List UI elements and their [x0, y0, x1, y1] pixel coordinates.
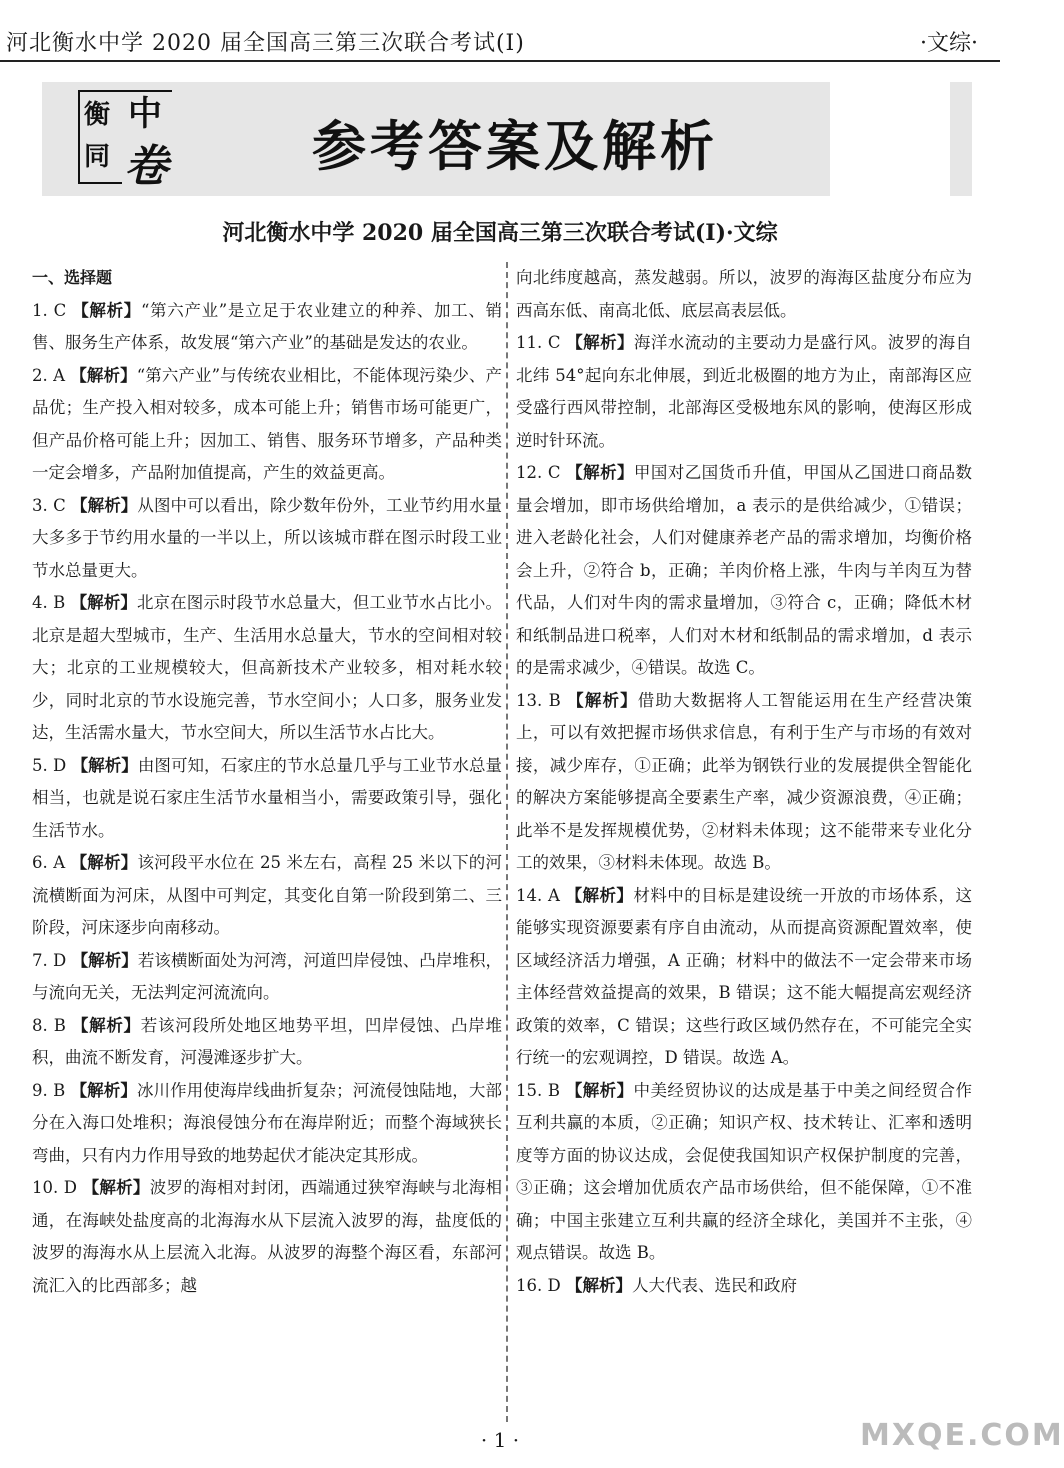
answer-item [516, 880, 972, 1075]
answer-number: 10. D [32, 1178, 78, 1197]
analysis-tag: 【解析】 [70, 365, 137, 385]
answer-number: 15. B [516, 1080, 561, 1100]
left-answer-list [32, 295, 502, 1303]
logo-char-4: 卷 [124, 141, 168, 192]
column-divider [506, 262, 508, 1422]
answer-text: 人大代表、选民和政府 [631, 1275, 797, 1295]
answer-item [516, 457, 972, 685]
analysis-tag: 【解析】 [566, 333, 634, 352]
answer-item [32, 750, 502, 848]
analysis-tag: 【解析】 [71, 495, 138, 515]
answer-item [516, 327, 972, 457]
page-header [0, 0, 1000, 62]
section-heading: 一、选择题 [32, 268, 113, 287]
answer-text: 向北纬度越高，蒸发越弱。所以，波罗的海海区盐度分布应为西高东低、南高北低、底层高表层低。 [516, 268, 972, 320]
right-column [516, 262, 972, 1302]
answer-number: 7. D [32, 950, 67, 970]
answer-item [32, 1172, 502, 1302]
answer-item [32, 1075, 502, 1173]
analysis-tag: 【解析】 [566, 463, 634, 482]
page-number: · 1 · [480, 1428, 520, 1452]
answer-number: 2. A [32, 365, 65, 385]
answer-text: 甲国对乙国货币升值，甲国从乙国进口商品数量会增加，即市场供给增加，a 表示的是供给减少，①错误；进入老龄化社会，人们对健康养老产品的需求增加，均衡价格会上升，②符合 b，正确；羊肉价格上涨，牛肉与羊肉互为替代品，人们对牛肉的需求量增加，③符合 c，正确；降低木材和纸制品进口税率，人们对木材和纸制品的需求增加，d 表示的是需求减少，④错误。故选 C。 [516, 463, 972, 677]
analysis-tag: 【解析】 [565, 1080, 634, 1100]
answer-number: 9. B [32, 1080, 66, 1100]
answer-text: 材料中的目标是建设统一开放的市场体系，这能够实现资源要素有序自由流动，从而提高资源配置效率，使区域经济活力增强，A 正确；材料中的做法不一定会带来市场主体经营效益提高的效果，B 错误；这不能大幅提高宏观经济政策的效率，C 错误；这些行政区域仍然存在，不可能完全实行统一的宏观调控，D 错误。故选 A。 [516, 885, 973, 1067]
answer-number: 1. C [32, 300, 67, 320]
answer-text: 该河段平水位在 25 米左右，高程 25 米以下的河流横断面为河床，从图中可判定，其变化自第一阶段到第二、三阶段，河床逐步向南移动。 [32, 853, 502, 937]
answer-item [32, 360, 502, 490]
answer-text: 若该河段所处地区地势平坦，凹岸侵蚀、凸岸堆积，曲流不断发育，河漫滩逐步扩大。 [32, 1015, 503, 1067]
answer-item [516, 262, 972, 327]
answer-number: 8. B [32, 1015, 66, 1035]
answer-text: 中美经贸协议的达成是基于中美之间经贸合作互利共赢的本质，②正确；知识产权、技术转让、汇率和透明度等方面的协议达成，会促使我国知识产权保护制度的完善，③正确；这会增加优质农产品市场供给，但不能保障，①不准确；中国主张建立互利共赢的经济全球化，美国并不主张，④观点错误。故选 B。 [516, 1080, 973, 1262]
analysis-tag: 【解析】 [82, 1178, 150, 1197]
answer-text: 从图中可以看出，除少数年份外，工业节约用水量大多多于节约用水量的一半以上，所以该城市群在图示时段工业节水总量更大。 [32, 495, 503, 580]
answer-text: 借助大数据将人工智能运用在生产经营决策上，可以有效把握市场供求信息，有利于生产与市场的有效对接，减少库存，①正确；此举为钢铁行业的发展提供全智能化的解决方案能够提高全要素生产率，减少资源浪费，④正确；此举不是发挥规模优势，②材料未体现；这不能带来专业化分工的效果，③材料未体现。故选 B。 [516, 690, 973, 872]
banner-edge [950, 82, 972, 196]
answer-text: 波罗的海相对封闭，西端通过狭窄海峡与北海相通，在海峡处盐度高的北海海水从下层流入波罗的海，盐度低的波罗的海海水从上层流入北海。从波罗的海整个海区看，东部河流汇入的比西部多；越 [32, 1178, 503, 1295]
analysis-tag: 【解析】 [565, 1275, 632, 1295]
answer-number: 4. B [32, 593, 66, 612]
logo-char-2: 同 [84, 142, 111, 172]
logo-char-3: 中 [128, 94, 162, 134]
document-title: 河北衡水中学 2020 届全国高三第三次联合考试(Ⅰ)·文综 [222, 220, 778, 246]
answer-item [32, 847, 502, 945]
right-answer-list [516, 262, 972, 1302]
analysis-tag: 【解析】 [70, 593, 137, 612]
watermark-logo: MXQE.COM [860, 1418, 1064, 1453]
answer-text: “第六产业”与传统农业相比，不能体现污染少、产品优；生产投入相对较多，成本可能上升；销售市场可能更广，但产品价格可能上升；因加工、销售、服务环节增多，产品种类一定会增多，产品附加值提高，产生的效益更高。 [32, 365, 503, 482]
answer-text: “第六产业”是立足于农业建立的种养、加工、销售、服务生产体系，故发展“第六产业”的基础是发达的农业。 [32, 300, 503, 352]
analysis-tag: 【解析】 [567, 690, 638, 710]
answer-item [32, 1010, 502, 1075]
answer-item [32, 945, 502, 1010]
header-rule [0, 60, 1000, 62]
answer-text: 冰川作用使海岸线曲折复杂；河流侵蚀陆地，大部分在入海口处堆积；海浪侵蚀分布在海岸附近；而整个海域狭长弯曲，只有内力作用导致的地势起伏才能决定其形成。 [32, 1080, 502, 1165]
answer-text: 若该横断面处为河湾，河道凹岸侵蚀、凸岸堆积，与流向无关，无法判定河流流向。 [32, 950, 503, 1002]
analysis-tag: 【解析】 [70, 1080, 137, 1100]
answer-number: 3. C [32, 495, 66, 515]
answer-number: 6. A [32, 853, 66, 872]
left-column [32, 262, 502, 1302]
answer-item [516, 685, 972, 880]
answer-item [32, 490, 502, 588]
answer-text: 由图可知，石家庄的节水总量几乎与工业节水总量相当，也就是说石家庄生活节水量相当小，需要政策引导，强化生活节水。 [32, 755, 503, 840]
answer-number: 11. C [516, 333, 561, 352]
hengzhong-logo [78, 86, 202, 190]
answer-number: 5. D [32, 755, 67, 775]
header-subject: ·文综· [920, 31, 978, 56]
analysis-tag: 【解析】 [565, 885, 634, 905]
answer-number: 14. A [516, 885, 560, 905]
answer-number: 13. B [516, 690, 561, 710]
header-exam-title: 河北衡水中学 2020 届全国高三第三次联合考试(Ⅰ) [6, 31, 525, 56]
banner-title: 参考答案及解析 [312, 115, 718, 178]
analysis-tag: 【解析】 [71, 950, 138, 970]
answer-item [516, 1270, 972, 1303]
answer-number: 16. D [516, 1275, 561, 1295]
answer-item [516, 1075, 972, 1270]
logo-char-1: 衡 [84, 100, 111, 130]
answer-number: 12. C [516, 463, 561, 482]
analysis-tag: 【解析】 [70, 853, 138, 872]
answer-text: 北京在图示时段节水总量大，但工业节水占比小。北京是超大型城市，生产、生活用水总量大，节水的空间相对较大；北京的工业规模较大，但高新技术产业较多，相对耗水较少，同时北京的节水设施完善，节水空间小；人口多，服务业发达，生活需水量大，节水空间大，所以生活节水占比大。 [32, 593, 502, 742]
analysis-tag: 【解析】 [72, 300, 141, 320]
answer-item [32, 587, 502, 750]
answer-item [32, 295, 502, 360]
analysis-tag: 【解析】 [71, 1015, 141, 1035]
analysis-tag: 【解析】 [71, 755, 138, 775]
answer-text: 海洋水流动的主要动力是盛行风。波罗的海自北纬 54°起向东北伸展，到近北极圈的地方为止，南部海区应受盛行西风带控制，北部海区受极地东风的影响，使海区形成逆时针环流。 [516, 333, 972, 450]
